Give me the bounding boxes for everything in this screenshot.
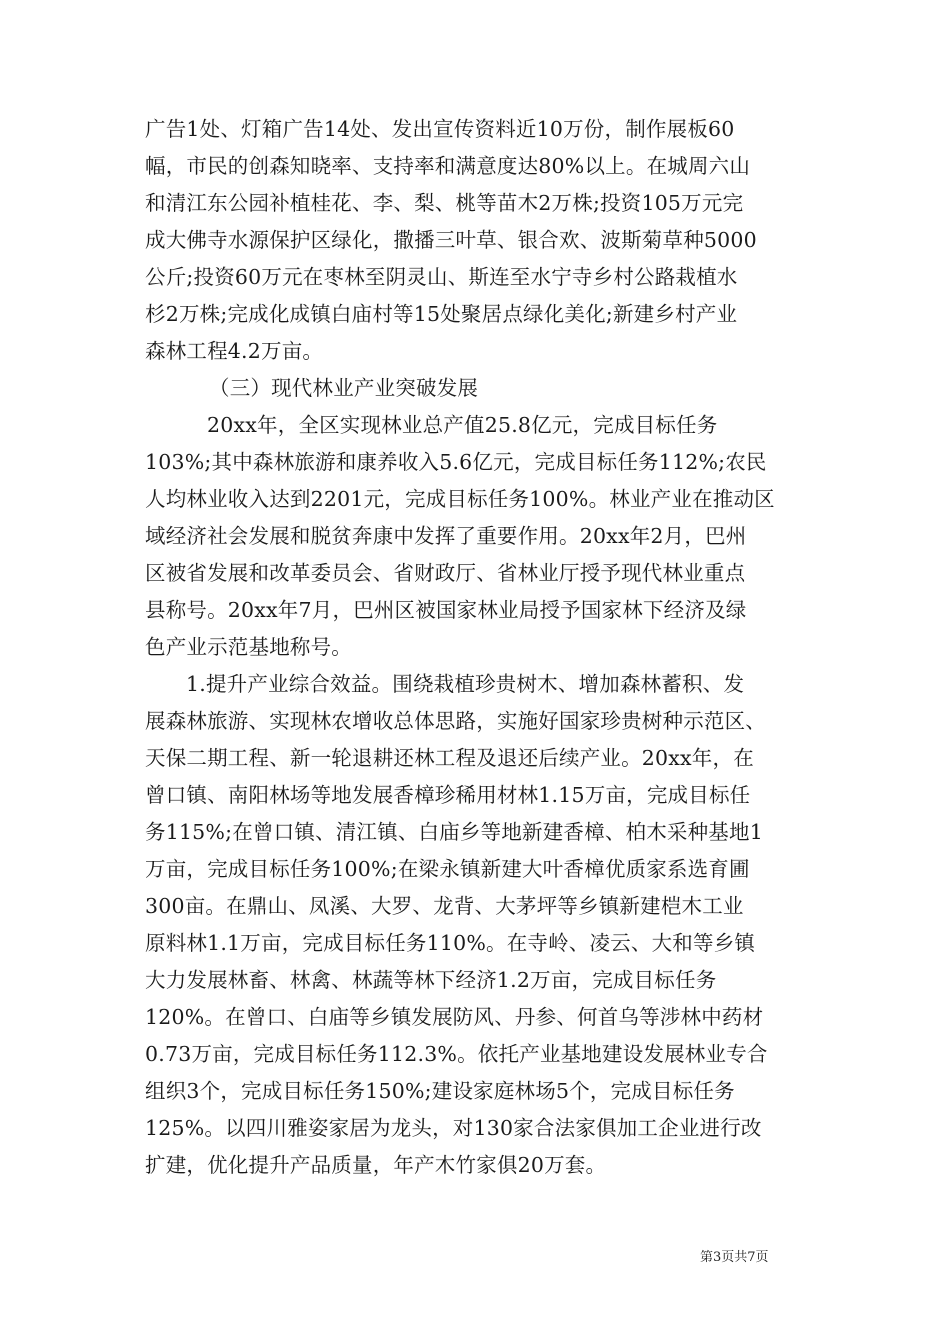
text-line: 广告1处、灯箱广告14处、发出宣传资料近10万份，制作展板60	[145, 117, 735, 141]
text-line: 务115%;在曾口镇、清江镇、白庙乡等地新建香樟、柏木采种基地1	[145, 820, 763, 844]
text-line: 扩建，优化提升产品质量，年产木竹家俱20万套。	[145, 1153, 607, 1177]
text-line: 曾口镇、南阳林场等地发展香樟珍稀用材林1.15万亩，完成目标任	[145, 783, 751, 807]
subsection-line: 1.提升产业综合效益。围绕栽植珍贵树木、增加森林蓄积、发	[186, 672, 745, 696]
text-line: 人均林业收入达到2201元，完成目标任务100%。林业产业在推动区	[145, 487, 775, 511]
text-line: 展森林旅游、实现林农增收总体思路，实施好国家珍贵树种示范区、	[145, 709, 766, 733]
text-line: 125%。以四川雅姿家居为龙头，对130家合法家俱加工企业进行改	[145, 1116, 762, 1140]
text-line: 0.73万亩，完成目标任务112.3%。依托产业基地建设发展林业专合	[145, 1042, 768, 1066]
text-line: 杉2万株;完成化成镇白庙村等15处聚居点绿化美化;新建乡村产业	[145, 302, 738, 326]
text-line: 域经济社会发展和脱贫奔康中发挥了重要作用。20xx年2月，巴州	[145, 524, 747, 548]
text-line: 万亩，完成目标任务100%;在梁永镇新建大叶香樟优质家系选育圃	[145, 857, 750, 881]
text-line: 幅，市民的创森知晓率、支持率和满意度达80%以上。在城周六山	[145, 154, 751, 178]
text-line: 组织3个，完成目标任务150%;建设家庭林场5个，完成目标任务	[145, 1079, 735, 1103]
text-line: 森林工程4.2万亩。	[145, 339, 324, 363]
text-line: 大力发展林畜、林禽、林蔬等林下经济1.2万亩，完成目标任务	[145, 968, 717, 992]
text-line: 原料林1.1万亩，完成目标任务110%。在寺岭、凌云、大和等乡镇	[145, 931, 756, 955]
text-line: 120%。在曾口、白庙等乡镇发展防风、丹参、何首乌等涉林中药材	[145, 1005, 764, 1029]
section-heading: （三）现代林业产业突破发展	[209, 376, 479, 400]
text-line: 色产业示范基地称号。	[145, 635, 352, 659]
text-line: 区被省发展和改革委员会、省财政厅、省林业厅授予现代林业重点	[145, 561, 746, 585]
text-line: 天保二期工程、新一轮退耕还林工程及退还后续产业。20xx年，在	[145, 746, 754, 770]
document-body	[145, 111, 827, 1184]
text-line: 300亩。在鼎山、凤溪、大罗、龙背、大茅坪等乡镇新建桤木工业	[145, 894, 744, 918]
text-line: 20xx年，全区实现林业总产值25.8亿元，完成目标任务	[207, 413, 718, 437]
text-line: 103%;其中森林旅游和康养收入5.6亿元，完成目标任务112%;农民	[145, 450, 767, 474]
text-line: 县称号。20xx年7月，巴州区被国家林业局授予国家林下经济及绿	[145, 598, 747, 622]
page-number-footer: 第3页共7页	[700, 1250, 769, 1265]
text-line: 和清江东公园补植桂花、李、梨、桃等苗木2万株;投资105万元完	[145, 191, 744, 215]
text-line: 成大佛寺水源保护区绿化，撒播三叶草、银合欢、波斯菊草种5000	[145, 228, 757, 252]
text-line: 公斤;投资60万元在枣林至阴灵山、斯连至水宁寺乡村公路栽植水	[145, 265, 738, 289]
